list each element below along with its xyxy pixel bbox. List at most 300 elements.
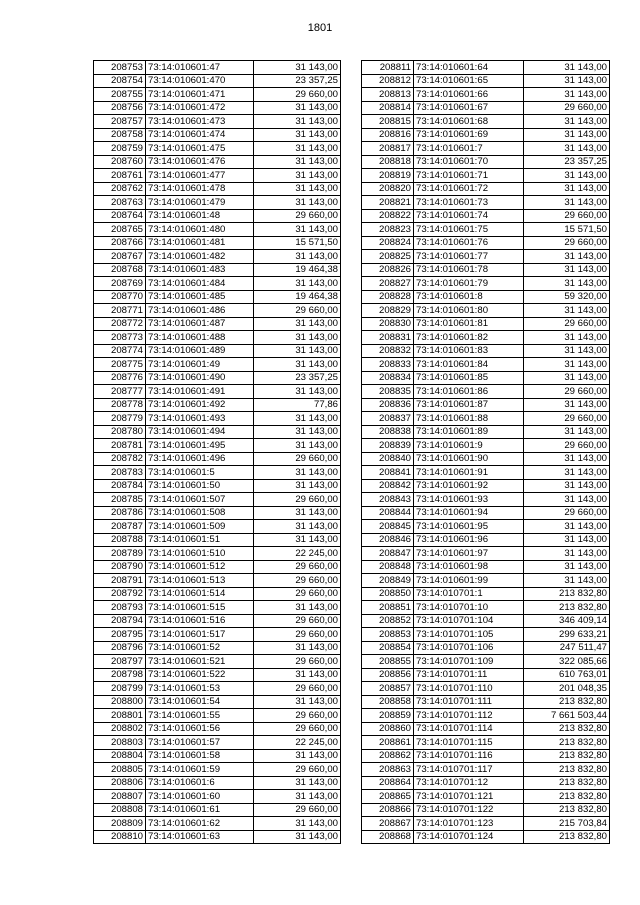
row-number-cell: 208839 — [362, 439, 414, 453]
row-number-cell: 208814 — [362, 101, 414, 115]
cadastral-number-cell: 73:14:010601:69 — [414, 128, 524, 142]
cadastral-number-cell: 73:14:010601:493 — [146, 412, 254, 426]
cadastral-number-cell: 73:14:010601:488 — [146, 331, 254, 345]
row-number-cell: 208852 — [362, 614, 414, 628]
table-row — [94, 493, 341, 507]
cadastral-number-cell: 73:14:010601:92 — [414, 479, 524, 493]
row-number-cell: 208820 — [362, 182, 414, 196]
row-number-cell: 208835 — [362, 385, 414, 399]
row-number-cell: 208789 — [94, 547, 146, 561]
value-cell: 346 409,14 — [524, 614, 610, 628]
row-number-cell: 208827 — [362, 277, 414, 291]
cadastral-number-cell: 73:14:010601:52 — [146, 641, 254, 655]
cadastral-number-cell: 73:14:010701:112 — [414, 709, 524, 723]
row-number-cell: 208806 — [94, 776, 146, 790]
table-row — [362, 101, 610, 115]
table-row — [94, 520, 341, 534]
cadastral-number-cell: 73:14:010701:115 — [414, 736, 524, 750]
table-row — [94, 776, 341, 790]
row-number-cell: 208777 — [94, 385, 146, 399]
value-cell: 213 832,80 — [524, 736, 610, 750]
value-cell: 201 048,35 — [524, 682, 610, 696]
row-number-cell: 208842 — [362, 479, 414, 493]
row-number-cell: 208860 — [362, 722, 414, 736]
cadastral-number-cell: 73:14:010601:522 — [146, 668, 254, 682]
row-number-cell: 208823 — [362, 223, 414, 237]
row-number-cell: 208849 — [362, 574, 414, 588]
cadastral-number-cell: 73:14:010601:489 — [146, 344, 254, 358]
table-row — [94, 196, 341, 210]
row-number-cell: 208813 — [362, 88, 414, 102]
row-number-cell: 208812 — [362, 74, 414, 88]
row-number-cell: 208754 — [94, 74, 146, 88]
row-number-cell: 208807 — [94, 790, 146, 804]
table-row — [362, 763, 610, 777]
cadastral-number-cell: 73:14:010601:494 — [146, 425, 254, 439]
row-number-cell: 208758 — [94, 128, 146, 142]
cadastral-number-cell: 73:14:010601:471 — [146, 88, 254, 102]
table-row — [362, 587, 610, 601]
value-cell: 31 143,00 — [524, 115, 610, 129]
value-cell: 31 143,00 — [524, 398, 610, 412]
table-row — [362, 398, 610, 412]
table-row — [94, 547, 341, 561]
value-cell: 215 703,84 — [524, 817, 610, 831]
row-number-cell: 208841 — [362, 466, 414, 480]
table-row — [362, 155, 610, 169]
value-cell: 213 832,80 — [524, 722, 610, 736]
row-number-cell: 208861 — [362, 736, 414, 750]
value-cell: 31 143,00 — [254, 115, 341, 129]
value-cell: 247 511,47 — [524, 641, 610, 655]
cadastral-number-cell: 73:14:010601:473 — [146, 115, 254, 129]
cadastral-number-cell: 73:14:010601:48 — [146, 209, 254, 223]
row-number-cell: 208866 — [362, 803, 414, 817]
left-table-body — [94, 61, 341, 844]
value-cell: 31 143,00 — [254, 344, 341, 358]
value-cell: 31 143,00 — [524, 466, 610, 480]
value-cell: 31 143,00 — [254, 790, 341, 804]
row-number-cell: 208764 — [94, 209, 146, 223]
row-number-cell: 208774 — [94, 344, 146, 358]
cadastral-number-cell: 73:14:010601:96 — [414, 533, 524, 547]
value-cell: 31 143,00 — [254, 817, 341, 831]
table-row — [362, 547, 610, 561]
cadastral-number-cell: 73:14:010701:106 — [414, 641, 524, 655]
table-row — [94, 101, 341, 115]
value-cell: 31 143,00 — [524, 128, 610, 142]
row-number-cell: 208824 — [362, 236, 414, 250]
table-row — [362, 830, 610, 844]
row-number-cell: 208781 — [94, 439, 146, 453]
row-number-cell: 208843 — [362, 493, 414, 507]
value-cell: 19 464,38 — [254, 290, 341, 304]
cadastral-number-cell: 73:14:010601:5 — [146, 466, 254, 480]
table-row — [362, 250, 610, 264]
row-number-cell: 208850 — [362, 587, 414, 601]
table-row — [362, 236, 610, 250]
cadastral-number-cell: 73:14:010601:512 — [146, 560, 254, 574]
table-row — [94, 115, 341, 129]
cadastral-number-cell: 73:14:010601:480 — [146, 223, 254, 237]
cadastral-number-cell: 73:14:010601:9 — [414, 439, 524, 453]
row-number-cell: 208802 — [94, 722, 146, 736]
table-row — [94, 682, 341, 696]
row-number-cell: 208811 — [362, 61, 414, 75]
row-number-cell: 208851 — [362, 601, 414, 615]
row-number-cell: 208825 — [362, 250, 414, 264]
table-row — [94, 560, 341, 574]
cadastral-number-cell: 73:14:010601:8 — [414, 290, 524, 304]
value-cell: 29 660,00 — [524, 385, 610, 399]
value-cell: 213 832,80 — [524, 830, 610, 844]
cadastral-number-cell: 73:14:010701:110 — [414, 682, 524, 696]
cadastral-number-cell: 73:14:010601:482 — [146, 250, 254, 264]
cadastral-number-cell: 73:14:010601:88 — [414, 412, 524, 426]
cadastral-number-cell: 73:14:010701:123 — [414, 817, 524, 831]
cadastral-number-cell: 73:14:010601:87 — [414, 398, 524, 412]
value-cell: 29 660,00 — [524, 236, 610, 250]
value-cell: 31 143,00 — [254, 101, 341, 115]
cadastral-number-cell: 73:14:010601:68 — [414, 115, 524, 129]
row-number-cell: 208863 — [362, 763, 414, 777]
value-cell: 15 571,50 — [524, 223, 610, 237]
cadastral-number-cell: 73:14:010601:98 — [414, 560, 524, 574]
right-table — [361, 60, 610, 844]
table-row — [362, 142, 610, 156]
table-row — [362, 682, 610, 696]
value-cell: 31 143,00 — [524, 493, 610, 507]
row-number-cell: 208790 — [94, 560, 146, 574]
row-number-cell: 208865 — [362, 790, 414, 804]
cadastral-number-cell: 73:14:010601:95 — [414, 520, 524, 534]
value-cell: 322 085,66 — [524, 655, 610, 669]
table-row — [362, 344, 610, 358]
row-number-cell: 208840 — [362, 452, 414, 466]
table-row — [94, 331, 341, 345]
cadastral-number-cell: 73:14:010601:487 — [146, 317, 254, 331]
value-cell: 31 143,00 — [524, 425, 610, 439]
table-row — [94, 479, 341, 493]
value-cell: 31 143,00 — [524, 88, 610, 102]
table-row — [362, 803, 610, 817]
row-number-cell: 208816 — [362, 128, 414, 142]
table-row — [94, 74, 341, 88]
table-row — [94, 344, 341, 358]
cadastral-number-cell: 73:14:010601:509 — [146, 520, 254, 534]
row-number-cell: 208775 — [94, 358, 146, 372]
cadastral-number-cell: 73:14:010601:486 — [146, 304, 254, 318]
cadastral-number-cell: 73:14:010601:477 — [146, 169, 254, 183]
table-row — [94, 88, 341, 102]
table-row — [94, 277, 341, 291]
table-row — [362, 776, 610, 790]
value-cell: 29 660,00 — [254, 574, 341, 588]
right-table-body — [362, 61, 610, 844]
table-row — [362, 358, 610, 372]
cadastral-number-cell: 73:14:010601:476 — [146, 155, 254, 169]
table-row — [362, 790, 610, 804]
cadastral-number-cell: 73:14:010701:121 — [414, 790, 524, 804]
cadastral-number-cell: 73:14:010601:47 — [146, 61, 254, 75]
cadastral-number-cell: 73:14:010601:60 — [146, 790, 254, 804]
table-row — [94, 398, 341, 412]
row-number-cell: 208856 — [362, 668, 414, 682]
row-number-cell: 208753 — [94, 61, 146, 75]
value-cell: 15 571,50 — [254, 236, 341, 250]
row-number-cell: 208760 — [94, 155, 146, 169]
cadastral-number-cell: 73:14:010701:122 — [414, 803, 524, 817]
table-row — [94, 763, 341, 777]
table-row — [362, 560, 610, 574]
table-row — [362, 506, 610, 520]
value-cell: 31 143,00 — [524, 61, 610, 75]
table-row — [94, 209, 341, 223]
value-cell: 31 143,00 — [524, 479, 610, 493]
cadastral-number-cell: 73:14:010601:514 — [146, 587, 254, 601]
value-cell: 29 660,00 — [254, 655, 341, 669]
value-cell: 31 143,00 — [254, 641, 341, 655]
table-row — [94, 668, 341, 682]
value-cell: 31 143,00 — [524, 250, 610, 264]
value-cell: 213 832,80 — [524, 776, 610, 790]
table-row — [94, 250, 341, 264]
row-number-cell: 208808 — [94, 803, 146, 817]
row-number-cell: 208793 — [94, 601, 146, 615]
table-row — [362, 74, 610, 88]
value-cell: 31 143,00 — [524, 547, 610, 561]
cadastral-number-cell: 73:14:010701:124 — [414, 830, 524, 844]
row-number-cell: 208819 — [362, 169, 414, 183]
table-row — [94, 614, 341, 628]
cadastral-number-cell: 73:14:010601:94 — [414, 506, 524, 520]
cadastral-number-cell: 73:14:010601:97 — [414, 547, 524, 561]
table-row — [362, 290, 610, 304]
value-cell: 31 143,00 — [254, 830, 341, 844]
cadastral-number-cell: 73:14:010601:73 — [414, 196, 524, 210]
table-row — [94, 466, 341, 480]
value-cell: 31 143,00 — [524, 452, 610, 466]
value-cell: 31 143,00 — [254, 425, 341, 439]
table-row — [362, 331, 610, 345]
table-row — [362, 425, 610, 439]
value-cell: 31 143,00 — [254, 182, 341, 196]
cadastral-number-cell: 73:14:010601:475 — [146, 142, 254, 156]
value-cell: 213 832,80 — [524, 695, 610, 709]
value-cell: 31 143,00 — [524, 182, 610, 196]
value-cell: 31 143,00 — [254, 776, 341, 790]
value-cell: 29 660,00 — [254, 452, 341, 466]
value-cell: 31 143,00 — [254, 358, 341, 372]
table-row — [94, 169, 341, 183]
value-cell: 31 143,00 — [524, 277, 610, 291]
value-cell: 31 143,00 — [254, 601, 341, 615]
cadastral-number-cell: 73:14:010601:81 — [414, 317, 524, 331]
table-row — [362, 628, 610, 642]
row-number-cell: 208798 — [94, 668, 146, 682]
value-cell: 31 143,00 — [254, 479, 341, 493]
row-number-cell: 208763 — [94, 196, 146, 210]
value-cell: 29 660,00 — [254, 88, 341, 102]
row-number-cell: 208862 — [362, 749, 414, 763]
cadastral-number-cell: 73:14:010601:7 — [414, 142, 524, 156]
value-cell: 31 143,00 — [524, 304, 610, 318]
cadastral-number-cell: 73:14:010601:85 — [414, 371, 524, 385]
value-cell: 213 832,80 — [524, 763, 610, 777]
row-number-cell: 208782 — [94, 452, 146, 466]
table-row — [362, 452, 610, 466]
table-row — [362, 169, 610, 183]
row-number-cell: 208770 — [94, 290, 146, 304]
row-number-cell: 208815 — [362, 115, 414, 129]
row-number-cell: 208821 — [362, 196, 414, 210]
table-row — [94, 709, 341, 723]
value-cell: 23 357,25 — [254, 371, 341, 385]
table-row — [94, 506, 341, 520]
value-cell: 31 143,00 — [254, 142, 341, 156]
value-cell: 22 245,00 — [254, 736, 341, 750]
row-number-cell: 208771 — [94, 304, 146, 318]
table-row — [94, 817, 341, 831]
row-number-cell: 208847 — [362, 547, 414, 561]
row-number-cell: 208803 — [94, 736, 146, 750]
table-row — [362, 668, 610, 682]
cadastral-number-cell: 73:14:010601:508 — [146, 506, 254, 520]
cadastral-number-cell: 73:14:010701:109 — [414, 655, 524, 669]
table-row — [94, 601, 341, 615]
table-row — [94, 749, 341, 763]
value-cell: 29 660,00 — [254, 614, 341, 628]
value-cell: 31 143,00 — [254, 506, 341, 520]
row-number-cell: 208834 — [362, 371, 414, 385]
row-number-cell: 208848 — [362, 560, 414, 574]
table-row — [362, 317, 610, 331]
table-row — [94, 155, 341, 169]
cadastral-number-cell: 73:14:010601:55 — [146, 709, 254, 723]
row-number-cell: 208769 — [94, 277, 146, 291]
row-number-cell: 208759 — [94, 142, 146, 156]
cadastral-number-cell: 73:14:010601:70 — [414, 155, 524, 169]
page-number: 1801 — [307, 22, 333, 34]
cadastral-number-cell: 73:14:010701:116 — [414, 749, 524, 763]
value-cell: 29 660,00 — [254, 587, 341, 601]
value-cell: 29 660,00 — [524, 317, 610, 331]
value-cell: 59 320,00 — [524, 290, 610, 304]
row-number-cell: 208762 — [94, 182, 146, 196]
value-cell: 22 245,00 — [254, 547, 341, 561]
value-cell: 7 661 503,44 — [524, 709, 610, 723]
cadastral-number-cell: 73:14:010701:111 — [414, 695, 524, 709]
row-number-cell: 208859 — [362, 709, 414, 723]
row-number-cell: 208801 — [94, 709, 146, 723]
cadastral-number-cell: 73:14:010601:483 — [146, 263, 254, 277]
row-number-cell: 208799 — [94, 682, 146, 696]
cadastral-number-cell: 73:14:010601:472 — [146, 101, 254, 115]
table-row — [94, 790, 341, 804]
row-number-cell: 208755 — [94, 88, 146, 102]
cadastral-number-cell: 73:14:010601:521 — [146, 655, 254, 669]
table-row — [94, 182, 341, 196]
value-cell: 31 143,00 — [524, 331, 610, 345]
cadastral-number-cell: 73:14:010601:91 — [414, 466, 524, 480]
table-row — [362, 128, 610, 142]
table-row — [94, 371, 341, 385]
table-row — [94, 452, 341, 466]
value-cell: 29 660,00 — [254, 682, 341, 696]
value-cell: 29 660,00 — [524, 506, 610, 520]
row-number-cell: 208797 — [94, 655, 146, 669]
cadastral-number-cell: 73:14:010601:86 — [414, 385, 524, 399]
cadastral-number-cell: 73:14:010601:6 — [146, 776, 254, 790]
table-row — [362, 695, 610, 709]
row-number-cell: 208779 — [94, 412, 146, 426]
table-row — [94, 128, 341, 142]
cadastral-number-cell: 73:14:010601:492 — [146, 398, 254, 412]
value-cell: 29 660,00 — [524, 439, 610, 453]
row-number-cell: 208867 — [362, 817, 414, 831]
cadastral-number-cell: 73:14:010701:11 — [414, 668, 524, 682]
table-row — [362, 371, 610, 385]
cadastral-number-cell: 73:14:010601:478 — [146, 182, 254, 196]
table-row — [362, 182, 610, 196]
row-number-cell: 208858 — [362, 695, 414, 709]
table-row — [94, 317, 341, 331]
row-number-cell: 208833 — [362, 358, 414, 372]
row-number-cell: 208761 — [94, 169, 146, 183]
table-row — [362, 115, 610, 129]
cadastral-number-cell: 73:14:010601:54 — [146, 695, 254, 709]
value-cell: 31 143,00 — [254, 412, 341, 426]
table-row — [94, 142, 341, 156]
cadastral-number-cell: 73:14:010601:76 — [414, 236, 524, 250]
row-number-cell: 208854 — [362, 641, 414, 655]
cadastral-number-cell: 73:14:010601:485 — [146, 290, 254, 304]
table-row — [94, 736, 341, 750]
value-cell: 29 660,00 — [254, 560, 341, 574]
value-cell: 299 633,21 — [524, 628, 610, 642]
table-row — [362, 385, 610, 399]
table-row — [362, 466, 610, 480]
value-cell: 29 660,00 — [254, 209, 341, 223]
cadastral-number-cell: 73:14:010601:479 — [146, 196, 254, 210]
cadastral-number-cell: 73:14:010601:66 — [414, 88, 524, 102]
cadastral-number-cell: 73:14:010601:63 — [146, 830, 254, 844]
row-number-cell: 208826 — [362, 263, 414, 277]
cadastral-number-cell: 73:14:010601:79 — [414, 277, 524, 291]
row-number-cell: 208838 — [362, 425, 414, 439]
table-row — [94, 236, 341, 250]
value-cell: 31 143,00 — [254, 466, 341, 480]
row-number-cell: 208796 — [94, 641, 146, 655]
row-number-cell: 208765 — [94, 223, 146, 237]
cadastral-number-cell: 73:14:010601:59 — [146, 763, 254, 777]
value-cell: 31 143,00 — [524, 358, 610, 372]
row-number-cell: 208804 — [94, 749, 146, 763]
row-number-cell: 208822 — [362, 209, 414, 223]
cadastral-number-cell: 73:14:010601:56 — [146, 722, 254, 736]
value-cell: 77,86 — [254, 398, 341, 412]
row-number-cell: 208810 — [94, 830, 146, 844]
row-number-cell: 208773 — [94, 331, 146, 345]
table-row — [362, 209, 610, 223]
value-cell: 31 143,00 — [524, 560, 610, 574]
left-table — [93, 60, 341, 844]
row-number-cell: 208784 — [94, 479, 146, 493]
row-number-cell: 208829 — [362, 304, 414, 318]
cadastral-number-cell: 73:14:010601:51 — [146, 533, 254, 547]
row-number-cell: 208844 — [362, 506, 414, 520]
cadastral-number-cell: 73:14:010601:496 — [146, 452, 254, 466]
